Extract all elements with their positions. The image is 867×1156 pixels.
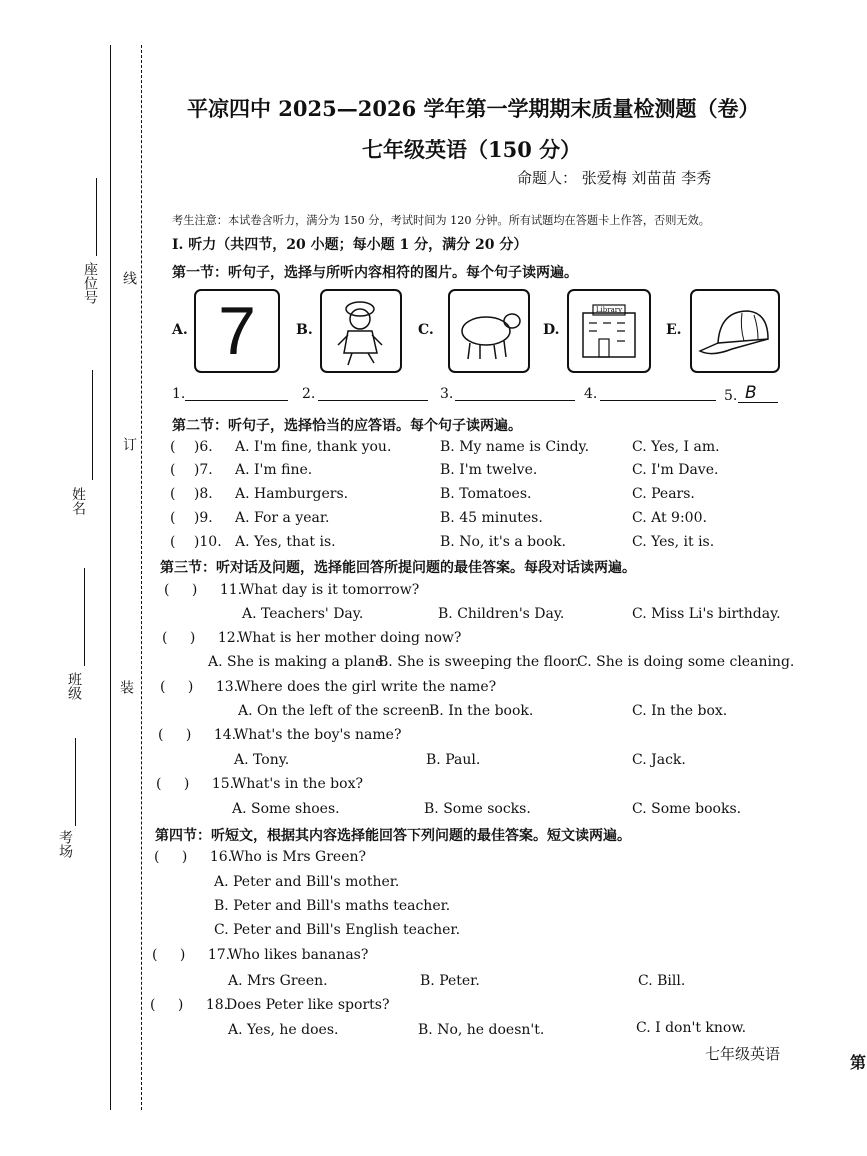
- question-17-number[interactable]: ( ) 17.: [152, 947, 231, 963]
- room-field[interactable]: [75, 738, 76, 826]
- question-7-option-c[interactable]: C. I'm Dave.: [632, 462, 719, 478]
- picture-e-cap[interactable]: [690, 289, 780, 373]
- question-18-option-b[interactable]: B. No, he doesn't.: [418, 1022, 545, 1038]
- question-16-text: Who is Mrs Green?: [230, 849, 367, 865]
- question-9-number[interactable]: ( )9.: [170, 510, 213, 526]
- question-14-number[interactable]: ( ) 14.: [158, 727, 237, 743]
- class-label: 班级: [66, 672, 82, 700]
- picture-option-b-label: B.: [296, 322, 313, 338]
- question-18-option-c[interactable]: C. I don't know.: [636, 1020, 747, 1036]
- part-1-heading: 第一节：听句子，选择与所听内容相符的图片。每个句子读两遍。: [172, 265, 578, 281]
- library-sign-text: Library: [595, 306, 623, 314]
- binding-zhuang: 装: [118, 680, 134, 694]
- page-title: 平凉四中 2025—2026 学年第一学期期末质量检测题（卷）: [187, 96, 760, 121]
- question-12-option-a[interactable]: A. She is making a plane.: [208, 654, 388, 670]
- question-16-option-c[interactable]: C. Peter and Bill's English teacher.: [214, 922, 461, 938]
- number-seven-glyph: 7: [218, 293, 256, 369]
- question-13-option-a[interactable]: A. On the left of the screen.: [238, 703, 435, 719]
- question-13-option-c[interactable]: C. In the box.: [632, 703, 728, 719]
- question-12-text: What is her mother doing now?: [238, 630, 462, 646]
- question-16-option-a[interactable]: A. Peter and Bill's mother.: [214, 874, 400, 890]
- question-12-option-b[interactable]: B. She is sweeping the floor.: [378, 654, 580, 670]
- question-8-option-a[interactable]: A. Hamburgers.: [235, 486, 349, 502]
- question-10-number[interactable]: ( )10.: [170, 534, 222, 550]
- name-field[interactable]: [92, 370, 93, 480]
- picture-option-a-label: A.: [172, 322, 188, 338]
- question-9-option-a[interactable]: A. For a year.: [235, 510, 330, 526]
- picture-option-e-label: E.: [666, 322, 682, 338]
- question-12-option-c[interactable]: C. She is doing some cleaning.: [577, 654, 795, 670]
- answer-2-label: 2.: [302, 386, 316, 402]
- picture-d-library[interactable]: [567, 289, 651, 373]
- question-11-option-c[interactable]: C. Miss Li's birthday.: [632, 606, 781, 622]
- question-17-option-b[interactable]: B. Peter.: [420, 973, 480, 989]
- part-3-heading: 第三节：听对话及问题，选择能回答所提问题的最佳答案。每段对话读两遍。: [160, 560, 636, 576]
- question-8-option-c[interactable]: C. Pears.: [632, 486, 695, 502]
- question-6-option-c[interactable]: C. Yes, I am.: [632, 439, 720, 455]
- question-14-option-a[interactable]: A. Tony.: [234, 752, 290, 768]
- girl-illustration: [322, 291, 400, 371]
- answer-1-field[interactable]: [185, 400, 288, 401]
- question-13-number[interactable]: ( ) 13.: [160, 679, 239, 695]
- library-illustration: [569, 291, 649, 371]
- page-subtitle: 七年级英语（150 分）: [362, 137, 582, 162]
- question-13-text: Where does the girl write the name?: [236, 679, 497, 695]
- question-16-number[interactable]: ( ) 16.: [154, 849, 233, 865]
- question-17-text: Who likes bananas?: [228, 947, 369, 963]
- question-11-text: What day is it tomorrow?: [240, 582, 420, 598]
- question-11-number[interactable]: ( ) 11.: [164, 582, 243, 598]
- question-6-option-b[interactable]: B. My name is Cindy.: [440, 439, 590, 455]
- binding-dashed-line: [141, 45, 142, 1110]
- question-17-option-a[interactable]: A. Mrs Green.: [228, 973, 328, 989]
- picture-b-girl[interactable]: [320, 289, 402, 373]
- exam-notice-text: 考生注意：本试卷含听力，满分为 150 分，考试时间为 120 分钟。所有试题均在答题卡上作答，否则无效。: [172, 214, 710, 227]
- question-8-number[interactable]: ( )8.: [170, 486, 213, 502]
- question-15-option-c[interactable]: C. Some books.: [632, 801, 742, 817]
- answer-1-label: 1.: [172, 386, 186, 402]
- question-15-number[interactable]: ( ) 15.: [156, 776, 235, 792]
- section-1-heading: I. 听力（共四节，20 小题；每小题 1 分，满分 20 分）: [172, 237, 528, 253]
- name-label: 姓名: [70, 487, 86, 515]
- question-14-text: What's the boy's name?: [234, 727, 402, 743]
- question-7-option-a[interactable]: A. I'm fine.: [235, 462, 313, 478]
- answer-3-label: 3.: [440, 386, 454, 402]
- binding-xian: 线: [121, 271, 137, 285]
- question-6-number[interactable]: ( )6.: [170, 439, 213, 455]
- room-label: 考场: [57, 830, 73, 858]
- question-9-option-b[interactable]: B. 45 minutes.: [440, 510, 543, 526]
- question-10-option-a[interactable]: A. Yes, that is.: [235, 534, 336, 550]
- footer-label: 七年级英语: [705, 1045, 781, 1063]
- class-field[interactable]: [84, 568, 85, 666]
- answer-5-handwritten: B: [745, 383, 757, 403]
- question-12-number[interactable]: ( ) 12.: [162, 630, 241, 646]
- seat-field[interactable]: [96, 178, 97, 256]
- answer-5-label: 5.: [724, 388, 738, 404]
- question-6-option-a[interactable]: A. I'm fine, thank you.: [235, 439, 392, 455]
- cap-icon: [692, 291, 778, 371]
- footer-page-fragment: 第: [850, 1053, 867, 1072]
- question-7-number[interactable]: ( )7.: [170, 462, 213, 478]
- question-8-option-b[interactable]: B. Tomatoes.: [440, 486, 532, 502]
- question-14-option-c[interactable]: C. Jack.: [632, 752, 686, 768]
- authors: 命题人： 张爱梅 刘苗苗 李秀: [517, 169, 712, 187]
- question-18-text: Does Peter like sports?: [226, 997, 390, 1013]
- sheep-illustration: [450, 291, 528, 371]
- question-15-option-a[interactable]: A. Some shoes.: [232, 801, 340, 817]
- part-4-heading: 第四节：听短文，根据其内容选择能回答下列问题的最佳答案。短文读两遍。: [155, 828, 631, 844]
- answer-3-field[interactable]: [455, 400, 575, 401]
- answer-4-field[interactable]: [600, 400, 716, 401]
- seat-label: 座位号: [82, 262, 98, 304]
- answer-2-field[interactable]: [318, 400, 428, 401]
- question-7-option-b[interactable]: B. I'm twelve.: [440, 462, 538, 478]
- question-10-option-b[interactable]: B. No, it's a book.: [440, 534, 566, 550]
- question-11-option-a[interactable]: A. Teachers' Day.: [242, 606, 364, 622]
- question-10-option-c[interactable]: C. Yes, it is.: [632, 534, 715, 550]
- question-11-option-b[interactable]: B. Children's Day.: [438, 606, 565, 622]
- question-18-number[interactable]: ( ) 18.: [150, 997, 229, 1013]
- picture-option-d-label: D.: [543, 322, 560, 338]
- question-16-option-b[interactable]: B. Peter and Bill's maths teacher.: [214, 898, 451, 914]
- question-14-option-b[interactable]: B. Paul.: [426, 752, 481, 768]
- binding-ding: 订: [121, 437, 137, 451]
- answer-5-field[interactable]: [738, 402, 778, 403]
- question-18-option-a[interactable]: A. Yes, he does.: [228, 1022, 339, 1038]
- question-17-option-c[interactable]: C. Bill.: [638, 973, 686, 989]
- left-edge-line: [110, 45, 111, 1110]
- answer-4-label: 4.: [584, 386, 598, 402]
- picture-a-number-seven[interactable]: [194, 289, 280, 373]
- question-9-option-c[interactable]: C. At 9:00.: [632, 510, 707, 526]
- question-15-text: What's in the box?: [232, 776, 363, 792]
- picture-option-c-label: C.: [418, 322, 434, 338]
- question-13-option-b[interactable]: B. In the book.: [429, 703, 534, 719]
- question-15-option-b[interactable]: B. Some socks.: [424, 801, 531, 817]
- part-2-heading: 第二节：听句子，选择恰当的应答语。每个句子读两遍。: [172, 418, 522, 434]
- picture-c-sheep[interactable]: [448, 289, 530, 373]
